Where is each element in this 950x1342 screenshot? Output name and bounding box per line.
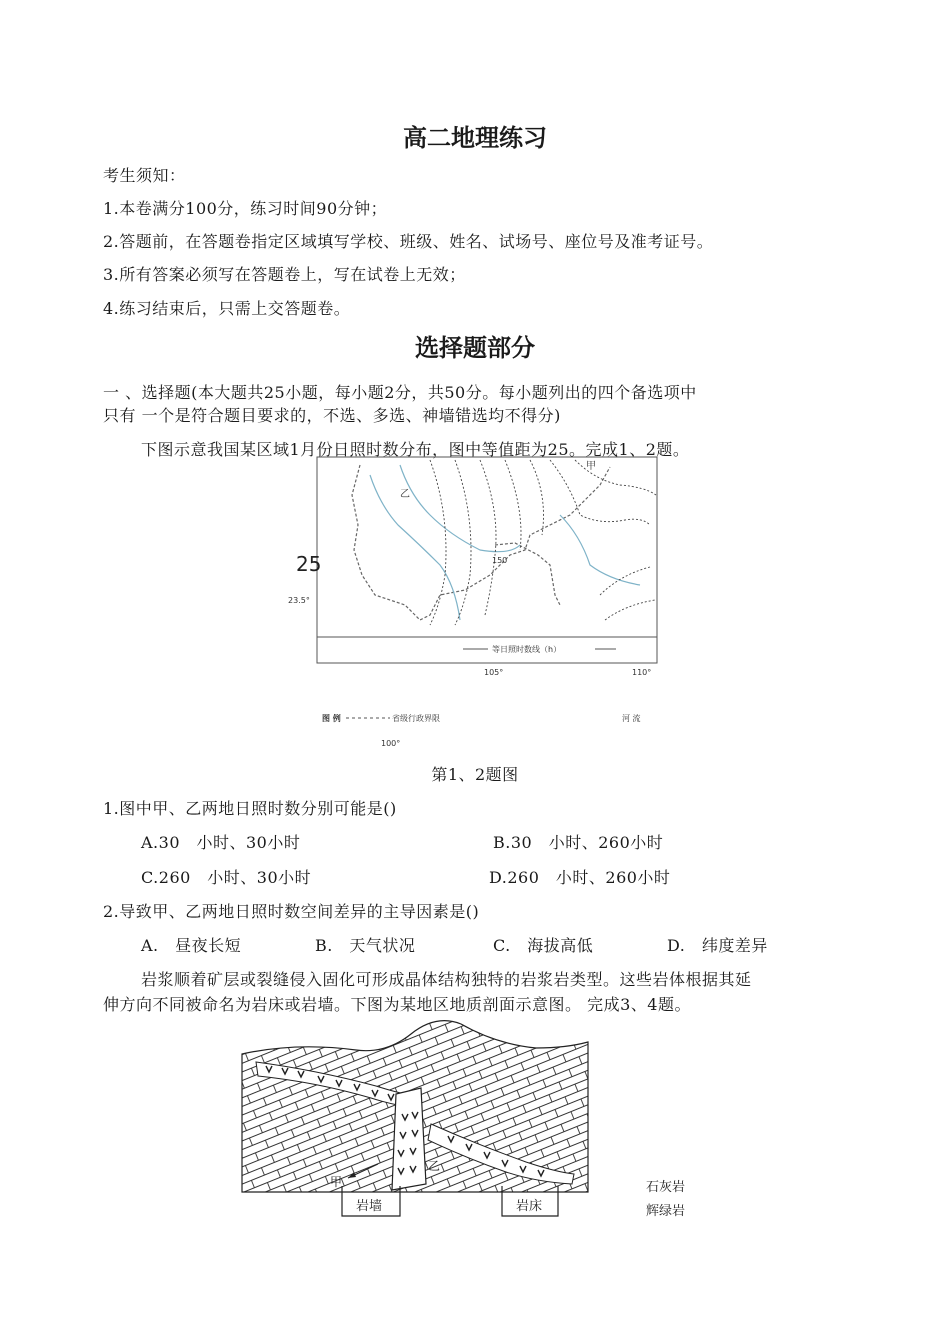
q1-option-d[interactable]: D.260 小时、260小时: [489, 868, 671, 887]
legend-title: 图 例: [322, 714, 341, 723]
sunshine-isolines: [430, 460, 656, 625]
notice-item: 3.所有答案必须写在答题卷上，写在试卷上无效；: [103, 265, 466, 284]
legend-isoline-label: 等日照时数线（h）: [492, 645, 562, 654]
lon-110-label: 110°: [632, 668, 652, 677]
section-title: 选择题部分: [415, 334, 535, 362]
page-title: 高二地理练习: [403, 124, 547, 152]
notice-item: 4.练习结束后，只需上交答题卷。: [103, 299, 351, 318]
lon-105-label: 105°: [484, 668, 504, 677]
section-instructions: 只有 一个是符合题目要求的，不选、多选、神墙错选均不得分): [103, 406, 561, 425]
label-sill: 岩床: [516, 1199, 543, 1214]
q1-option-c[interactable]: C.260 小时、30小时: [141, 868, 312, 887]
map-big-label: 25: [296, 552, 322, 576]
legend-river-label: 河 流: [622, 714, 641, 723]
place-yi: 乙: [400, 489, 410, 500]
province-boundary: [352, 465, 610, 620]
q2-option-a[interactable]: A. 昼夜长短: [141, 936, 242, 955]
legend-diabase: 辉绿岩: [646, 1204, 686, 1219]
sunshine-map: [280, 455, 680, 755]
map-lat-label: 23.5°: [288, 596, 310, 605]
figure-caption: 第1、2题图: [431, 765, 519, 784]
question-stem: 2.导致甲、乙两地日照时数空间差异的主导因素是(): [103, 902, 480, 921]
q1-option-b[interactable]: B.30 小时、260小时: [493, 833, 664, 852]
notice-heading: 考生须知：: [103, 166, 186, 185]
q1-option-a[interactable]: A.30 小时、30小时: [141, 833, 301, 852]
q2-option-b[interactable]: B. 天气状况: [315, 936, 416, 955]
map-contour-value: 150: [492, 556, 508, 565]
q2-option-c[interactable]: C. 海拔高低: [493, 936, 594, 955]
dike: [392, 1088, 426, 1190]
place-jia: 甲: [586, 461, 596, 472]
label-jia: 甲: [330, 1175, 343, 1189]
q2-option-d[interactable]: D. 纬度差异: [667, 936, 768, 955]
group2-intro: 伸方向不同被命名为岩床或岩墙。下图为某地区地质剖面示意图。 完成3、4题。: [103, 995, 691, 1014]
notice-item: 1.本卷满分100分，练习时间90分钟；: [103, 199, 388, 218]
geologic-section: [236, 1014, 596, 1224]
group1-intro: 下图示意我国某区域1月份日照时数分布，图中等值距为25。完成1、2题。: [141, 440, 690, 459]
question-stem: 1.图中甲、乙两地日照时数分别可能是(): [103, 799, 397, 818]
notice-item: 2.答题前，在答题卷指定区域填写学校、班级、姓名、试场号、座位号及准考证号。: [103, 232, 714, 251]
section-instructions: 一 、选择题(本大题共25小题，每小题2分，共50分。每小题列出的四个备选项中: [103, 383, 697, 402]
legend-boundary-label: 省级行政界限: [392, 714, 440, 723]
legend-limestone: 石灰岩: [646, 1180, 686, 1195]
map-frame: [317, 457, 657, 663]
lon-100-label: 100°: [381, 739, 401, 748]
label-yi: 乙: [428, 1159, 441, 1173]
group2-intro: 岩浆顺着矿层或裂缝侵入固化可形成晶体结构独特的岩浆岩类型。这些岩体根据其延: [141, 970, 752, 989]
label-dike: 岩墙: [356, 1199, 383, 1214]
